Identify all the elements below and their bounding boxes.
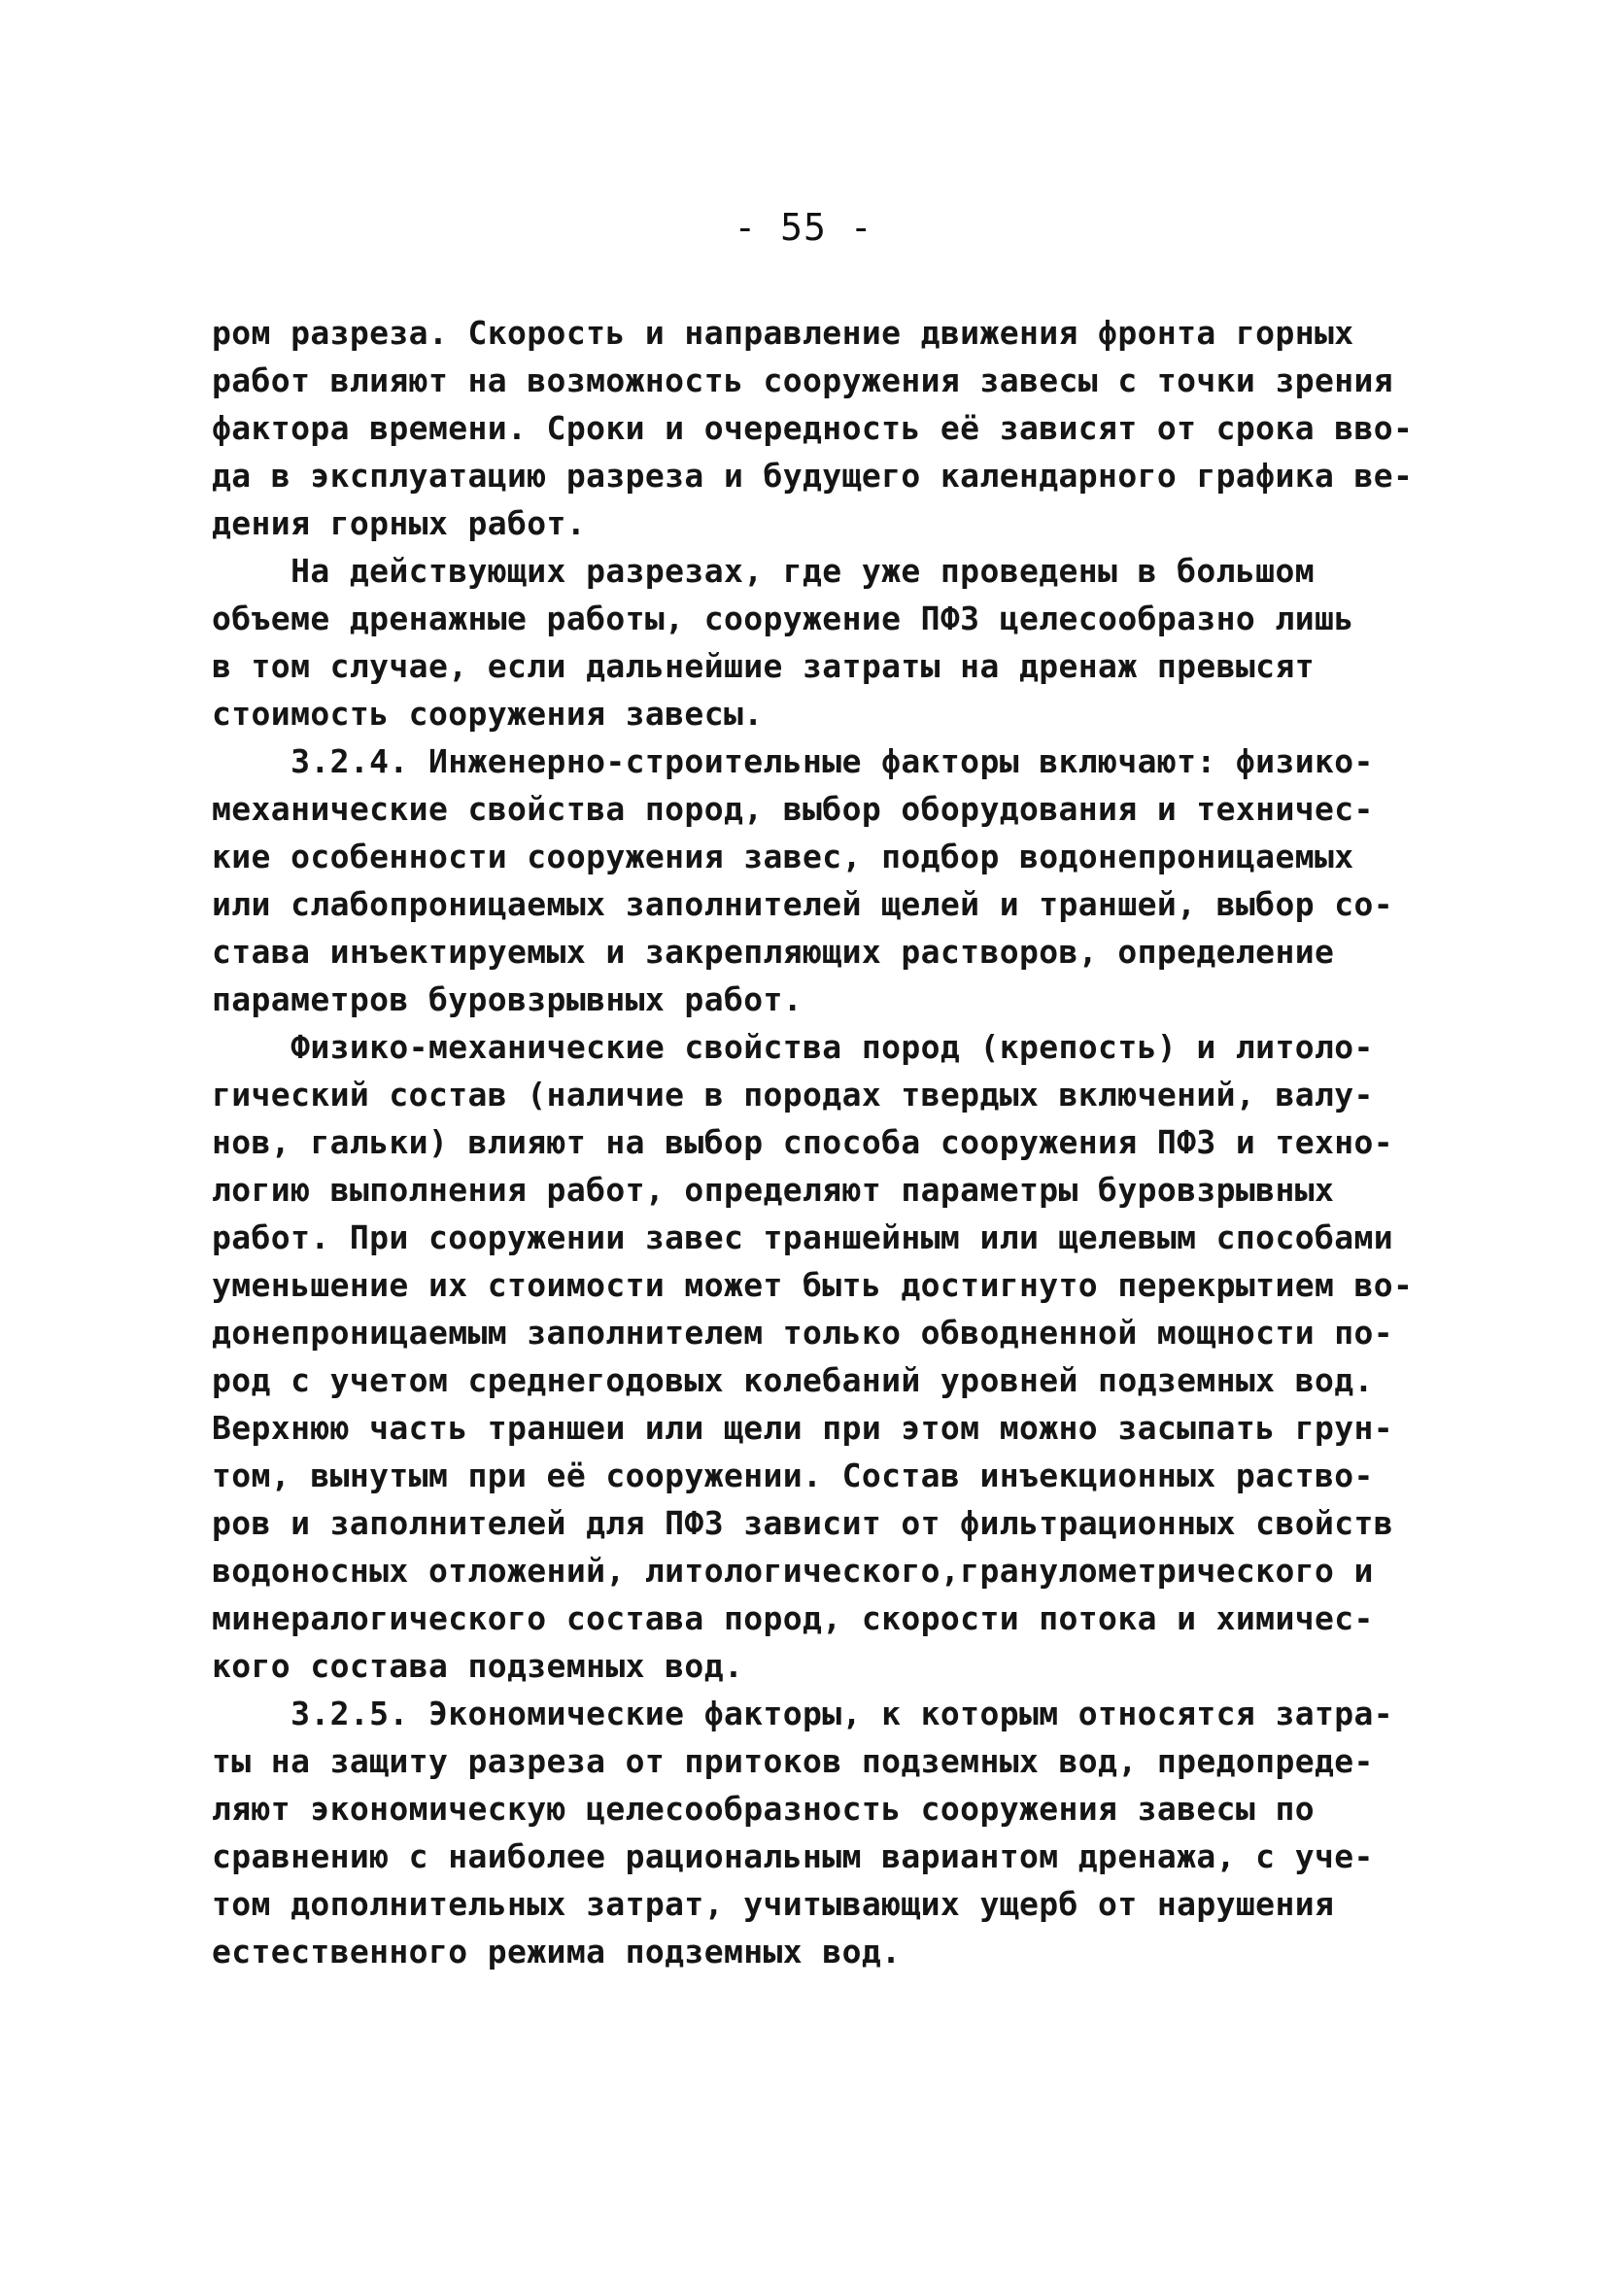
text-line: гический состав (наличие в породах твердых включений, валу- bbox=[212, 1076, 1374, 1114]
text-line: в том случае, если дальнейшие затраты на дренаж превысят bbox=[212, 647, 1315, 685]
text-line: кие особенности сооружения завес, подбор водонепроницаемых bbox=[212, 838, 1354, 875]
text-line: 3.2.5. Экономические факторы, к которым относятся затра- bbox=[212, 1695, 1394, 1732]
text-line: параметров буровзрывных работ. bbox=[212, 980, 804, 1018]
text-line: объеме дренажные работы, сооружение ПФЗ целесообразно лишь bbox=[212, 600, 1354, 637]
text-line: работ. При сооружении завес траншейным или щелевым способами bbox=[212, 1218, 1394, 1256]
text-line: род с учетом среднегодовых колебаний уровней подземных вод. bbox=[212, 1361, 1374, 1399]
text-line: том, вынутым при её сооружении. Состав инъекционных раство- bbox=[212, 1456, 1374, 1494]
text-line: става инъектируемых и закрепляющих растворов, определение bbox=[212, 933, 1335, 971]
text-line: уменьшение их стоимости может быть достигнуто перекрытием во- bbox=[212, 1266, 1414, 1304]
text-line: донепроницаемым заполнителем только обводненной мощности по- bbox=[212, 1314, 1394, 1352]
text-line: ты на защиту разреза от притоков подземных вод, предопреде- bbox=[212, 1742, 1374, 1780]
text-line: или слабопроницаемых заполнителей щелей и траншей, выбор со- bbox=[212, 885, 1394, 923]
text-line: логию выполнения работ, определяют параметры буровзрывных bbox=[212, 1171, 1335, 1209]
text-line: нов, гальки) влияют на выбор способа сооружения ПФЗ и техно- bbox=[212, 1123, 1394, 1161]
text-line: дения горных работ. bbox=[212, 504, 587, 542]
text-line: Верхнюю часть траншеи или щели при этом можно засыпать грун- bbox=[212, 1409, 1394, 1447]
text-line: сравнению с наиболее рациональным вариантом дренажа, с уче- bbox=[212, 1837, 1374, 1875]
text-line: кого состава подземных вод. bbox=[212, 1647, 744, 1685]
text-line: да в эксплуатацию разреза и будущего календарного графика ве- bbox=[212, 457, 1414, 495]
body-text bbox=[212, 309, 1465, 1975]
text-line: 3.2.4. Инженерно-строительные факторы включают: физико- bbox=[212, 742, 1374, 780]
text-line: механические свойства пород, выбор оборудования и техничес- bbox=[212, 790, 1374, 828]
page-number: - 55 - bbox=[734, 206, 873, 249]
text-line: ляют экономическую целесообразность сооружения завесы по bbox=[212, 1790, 1315, 1828]
text-line: Физико-механические свойства пород (крепость) и литоло- bbox=[212, 1028, 1374, 1066]
text-line: стоимость сооружения завесы. bbox=[212, 695, 764, 733]
text-line: фактора времени. Сроки и очередность её зависят от срока вво- bbox=[212, 409, 1414, 447]
text-line: минералогического состава пород, скорости потока и химичес- bbox=[212, 1599, 1374, 1637]
text-line: водоносных отложений, литологического,гранулометрического и bbox=[212, 1552, 1374, 1590]
text-line: том дополнительных затрат, учитывающих ущерб от нарушения bbox=[212, 1885, 1335, 1923]
text-line: ров и заполнителей для ПФЗ зависит от фильтрационных свойств bbox=[212, 1504, 1394, 1542]
text-line: естественного режима подземных вод. bbox=[212, 1933, 902, 1970]
text-line: ром разреза. Скорость и направление движения фронта горных bbox=[212, 314, 1354, 352]
text-line: работ влияют на возможность сооружения завесы с точки зрения bbox=[212, 361, 1394, 399]
text-line: На действующих разрезах, где уже проведены в большом bbox=[212, 552, 1315, 590]
